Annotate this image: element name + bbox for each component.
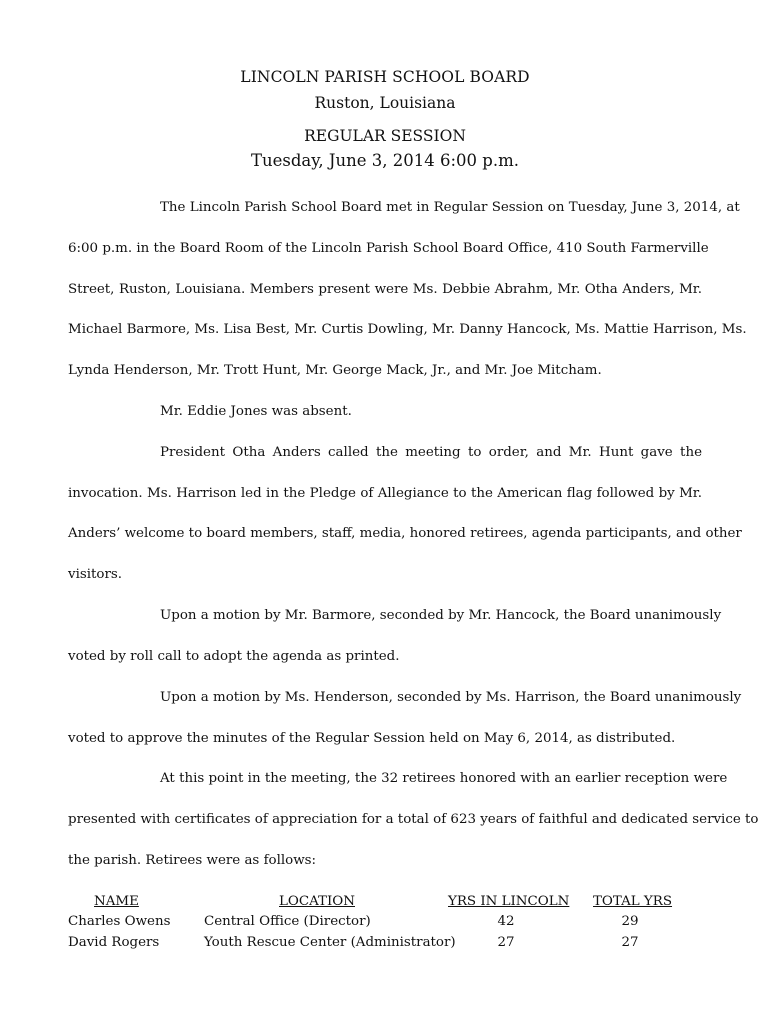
session-date: Tuesday, June 3, 2014 6:00 p.m. bbox=[251, 151, 519, 170]
paragraph-line: invocation. Ms. Harrison led in the Pledge of Allegiance to the American flag followed by Mr. bbox=[68, 486, 702, 501]
row-total-yrs: 27 bbox=[621, 935, 639, 950]
paragraph-line: Street, Ruston, Louisiana. Members present were Ms. Debbie Abrahm, Mr. Otha Anders, Mr. bbox=[68, 282, 702, 297]
row-yrs-in-lincoln: 42 bbox=[497, 914, 515, 929]
paragraph-line: the parish. Retirees were as follows: bbox=[68, 853, 317, 868]
column-header-yrs-in-lincoln: YRS IN LINCOLN bbox=[448, 894, 570, 909]
paragraph-line: Mr. Eddie Jones was absent. bbox=[160, 404, 352, 419]
column-header-location: LOCATION bbox=[279, 894, 355, 909]
paragraph-line: The Lincoln Parish School Board met in Regular Session on Tuesday, June 3, 2014, at bbox=[160, 200, 740, 215]
row-location: Central Office (Director) bbox=[204, 914, 371, 929]
row-yrs-in-lincoln: 27 bbox=[497, 935, 515, 950]
paragraph-line: 6:00 p.m. in the Board Room of the Lincoln Parish School Board Office, 410 South Farmerville bbox=[68, 241, 709, 256]
row-total-yrs: 29 bbox=[621, 914, 639, 929]
paragraph-line: Upon a motion by Mr. Barmore, seconded by Mr. Hancock, the Board unanimously bbox=[160, 608, 722, 623]
row-name: David Rogers bbox=[68, 935, 160, 950]
paragraph-line: voted to approve the minutes of the Regular Session held on May 6, 2014, as distributed. bbox=[68, 731, 676, 746]
column-header-total-yrs: TOTAL YRS bbox=[593, 894, 673, 909]
paragraph-line: At this point in the meeting, the 32 retirees honored with an earlier reception were bbox=[160, 771, 728, 786]
row-name: Charles Owens bbox=[68, 914, 171, 929]
session-title: REGULAR SESSION bbox=[304, 127, 466, 145]
paragraph-line: President Otha Anders called the meeting to order, and Mr. Hunt gave the bbox=[160, 445, 702, 460]
paragraph-line: Upon a motion by Ms. Henderson, seconded by Ms. Harrison, the Board unanimously bbox=[160, 690, 742, 705]
paragraph-line: Anders’ welcome to board members, staff, media, honored retirees, agenda participants, and other bbox=[68, 526, 742, 541]
column-header-name: NAME bbox=[94, 894, 139, 909]
paragraph-line: Lynda Henderson, Mr. Trott Hunt, Mr. George Mack, Jr., and Mr. Joe Mitcham. bbox=[68, 363, 602, 378]
paragraph-line: presented with certificates of appreciation for a total of 623 years of faithful and dedicated service to bbox=[68, 812, 759, 827]
paragraph-line: voted by roll call to adopt the agenda as printed. bbox=[68, 649, 400, 664]
city-subtitle: Ruston, Louisiana bbox=[314, 94, 456, 112]
paragraph-line: visitors. bbox=[68, 567, 122, 582]
org-title: LINCOLN PARISH SCHOOL BOARD bbox=[240, 68, 530, 86]
paragraph-line: Michael Barmore, Ms. Lisa Best, Mr. Curtis Dowling, Mr. Danny Hancock, Ms. Mattie Harrison, Ms. bbox=[68, 322, 747, 337]
row-location: Youth Rescue Center (Administrator) bbox=[204, 935, 456, 950]
